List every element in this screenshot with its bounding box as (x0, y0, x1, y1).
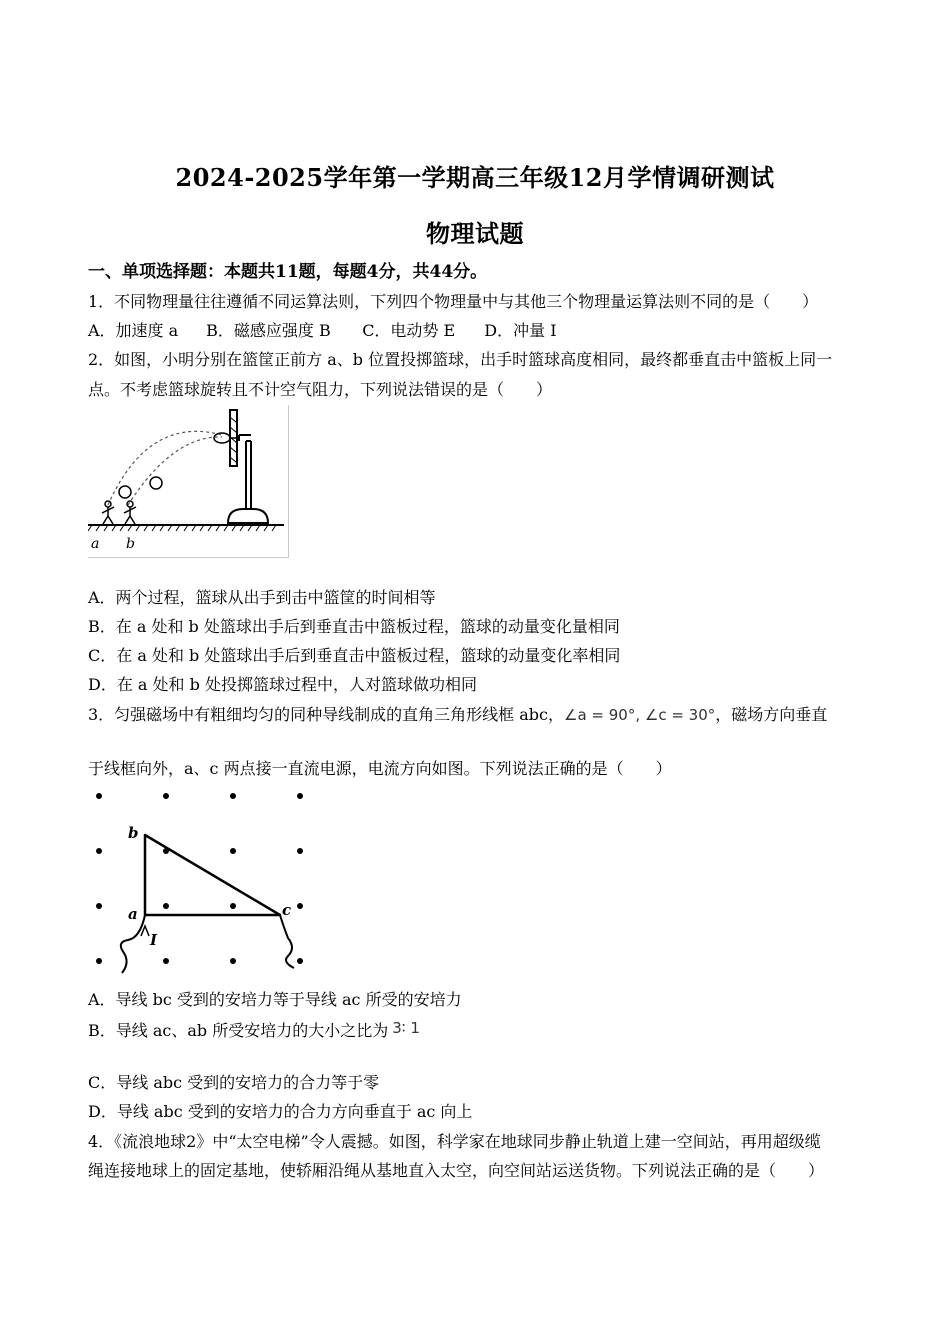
q3-stem-part1: 3．匀强磁场中有粗细均匀的同种导线制成的直角三角形线框 abc， (88, 705, 565, 724)
q3-option-b: B．导线 ac、ab 所受安培力的大小之比为 (88, 1021, 389, 1040)
basketball-figure (88, 405, 289, 558)
q1-stem: 1．不同物理量往往遵循不同运算法则，下列四个物理量中与其他三个物理量运算法则不同的是（ ） (88, 292, 819, 311)
q1-option-b: B．磁感应强度 B (206, 321, 331, 340)
q3-angles: ∠a = 90°, ∠c = 30° (564, 706, 716, 724)
q3-stem-part2: ，磁场方向垂直 (715, 705, 828, 724)
q2-option-d: D．在 a 处和 b 处投掷篮球过程中，人对篮球做功相同 (88, 675, 477, 694)
exam-title: 2024-2025学年第一学期高三年级12月学情调研测试 (175, 163, 775, 192)
q3-option-d: D．导线 abc 受到的安培力的合力方向垂直于 ac 向上 (88, 1102, 473, 1121)
q2-stem-line1: 2．如图，小明分别在篮筐正前方 a、b 位置投掷篮球，出手时篮球高度相同，最终都垂直击中篮板上同一 (88, 350, 833, 369)
q3-option-b-line (88, 1021, 868, 1041)
q3-stem-line2: 于线框向外，a、c 两点接一直流电源，电流方向如图。下列说法正确的是（ ） (88, 759, 672, 778)
q2-option-a: A．两个过程，篮球从出手到击中篮筐的时间相等 (88, 588, 436, 607)
basketball-diagram (88, 405, 288, 557)
label-b: b (126, 536, 135, 552)
exam-subtitle: 物理试题 (426, 219, 524, 248)
label-a: a (91, 536, 100, 552)
q4-stem-line2: 绳连接地球上的固定基地，使轿厢沿绳从基地直入太空，向空间站运送货物。下列说法正确的是（ ） (88, 1161, 825, 1180)
q2-option-b: B．在 a 处和 b 处篮球出手后到垂直击中篮板过程，篮球的动量变化量相同 (88, 617, 620, 636)
q1-options (88, 321, 868, 341)
vertex-a-label: a (128, 905, 138, 923)
q3-option-c: C．导线 abc 受到的安培力的合力等于零 (88, 1073, 380, 1092)
q3-option-a: A．导线 bc 受到的安培力等于导线 ac 所受的安培力 (88, 990, 462, 1009)
vertex-c-label: c (282, 901, 292, 919)
q3-stem-line1 (88, 705, 868, 725)
triangle-frame-figure (88, 788, 318, 978)
q1-option-d: D．冲量 I (484, 321, 557, 340)
q1-option-a: A．加速度 a (88, 321, 179, 340)
vertex-b-label: b (128, 824, 139, 842)
section-heading: 一、单项选择题：本题共11题，每题4分，共44分。 (88, 262, 488, 282)
q2-option-c: C．在 a 处和 b 处篮球出手后到垂直击中篮板过程，篮球的动量变化率相同 (88, 646, 621, 665)
triangle-frame-diagram (88, 788, 318, 978)
q3-ratio: 3∶ 1 (392, 1019, 420, 1037)
q2-stem-line2: 点。不考虑篮球旋转且不计空气阻力，下列说法错误的是（ ） (88, 380, 553, 399)
q1-option-c: C．电动势 E (362, 321, 456, 340)
current-label: I (150, 931, 158, 949)
q4-stem-line1: 4．《流浪地球2》中“太空电梯”令人震撼。如图，科学家在地球同步静止轨道上建一空间站，再用超级缆 (88, 1132, 821, 1151)
